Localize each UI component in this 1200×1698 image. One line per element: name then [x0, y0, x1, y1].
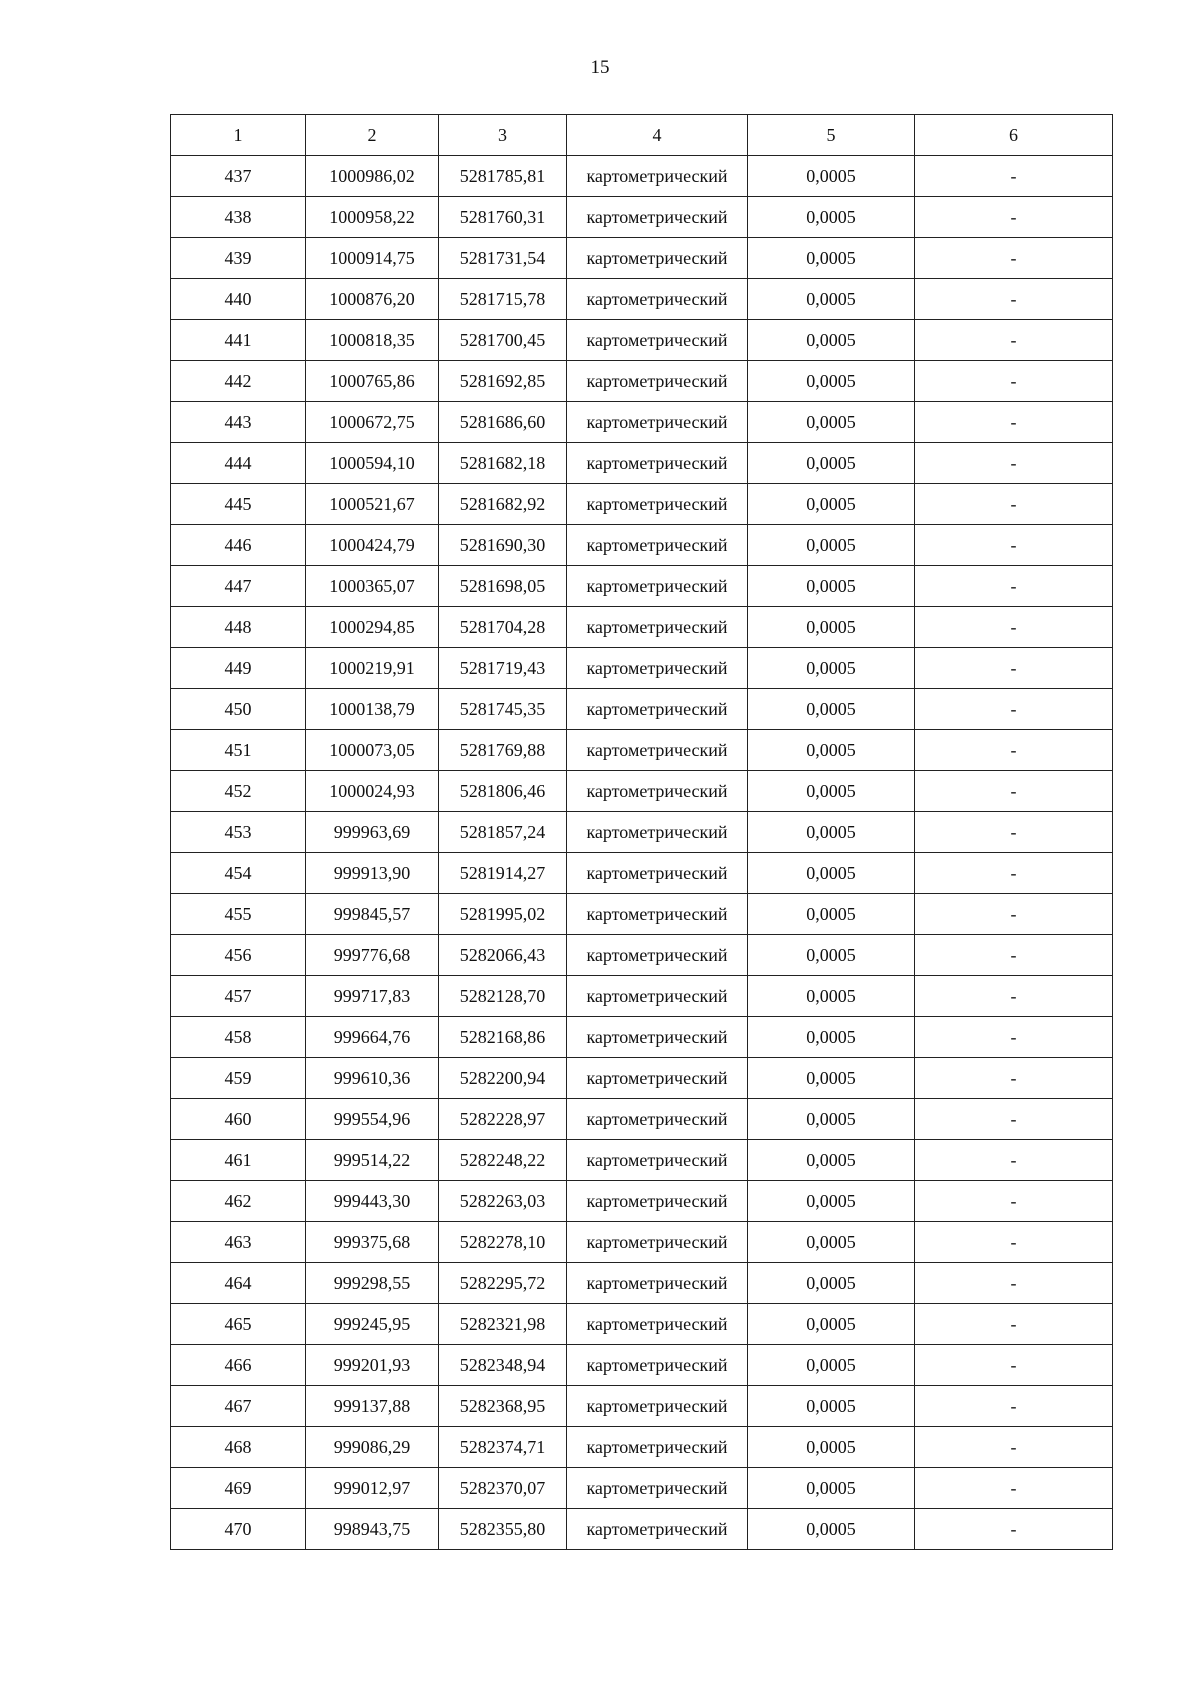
method-cell: картометрический — [567, 566, 748, 607]
x-coordinate-cell: 999245,95 — [306, 1304, 439, 1345]
table-row — [171, 976, 1113, 1017]
accuracy-cell: 0,0005 — [748, 607, 915, 648]
method-cell: картометрический — [567, 484, 748, 525]
accuracy-cell: 0,0005 — [748, 197, 915, 238]
y-coordinate-cell: 5282278,10 — [439, 1222, 567, 1263]
point-number-cell: 438 — [171, 197, 306, 238]
table-row — [171, 812, 1113, 853]
table-row — [171, 894, 1113, 935]
method-cell: картометрический — [567, 1140, 748, 1181]
note-cell: - — [915, 1140, 1113, 1181]
point-number-cell: 445 — [171, 484, 306, 525]
table-row — [171, 1222, 1113, 1263]
method-cell: картометрический — [567, 1181, 748, 1222]
table-row — [171, 1509, 1113, 1550]
method-cell: картометрический — [567, 853, 748, 894]
header-cell-5: 5 — [748, 115, 915, 156]
note-cell: - — [915, 607, 1113, 648]
note-cell: - — [915, 935, 1113, 976]
page-number: 15 — [590, 57, 610, 78]
method-cell: картометрический — [567, 1058, 748, 1099]
y-coordinate-cell: 5281700,45 — [439, 320, 567, 361]
point-number-cell: 441 — [171, 320, 306, 361]
x-coordinate-cell: 1000594,10 — [306, 443, 439, 484]
point-number-cell: 455 — [171, 894, 306, 935]
method-cell: картометрический — [567, 156, 748, 197]
point-number-cell: 468 — [171, 1427, 306, 1468]
x-coordinate-cell: 1000424,79 — [306, 525, 439, 566]
y-coordinate-cell: 5282295,72 — [439, 1263, 567, 1304]
table-row — [171, 1017, 1113, 1058]
note-cell: - — [915, 648, 1113, 689]
y-coordinate-cell: 5281785,81 — [439, 156, 567, 197]
method-cell: картометрический — [567, 525, 748, 566]
accuracy-cell: 0,0005 — [748, 1099, 915, 1140]
y-coordinate-cell: 5281692,85 — [439, 361, 567, 402]
point-number-cell: 461 — [171, 1140, 306, 1181]
note-cell: - — [915, 197, 1113, 238]
table-row — [171, 443, 1113, 484]
accuracy-cell: 0,0005 — [748, 853, 915, 894]
header-cell-2: 2 — [306, 115, 439, 156]
note-cell: - — [915, 812, 1113, 853]
accuracy-cell: 0,0005 — [748, 1058, 915, 1099]
x-coordinate-cell: 1000024,93 — [306, 771, 439, 812]
x-coordinate-cell: 1000219,91 — [306, 648, 439, 689]
table-row — [171, 361, 1113, 402]
y-coordinate-cell: 5282374,71 — [439, 1427, 567, 1468]
x-coordinate-cell: 999554,96 — [306, 1099, 439, 1140]
y-coordinate-cell: 5282168,86 — [439, 1017, 567, 1058]
method-cell: картометрический — [567, 689, 748, 730]
x-coordinate-cell: 1000876,20 — [306, 279, 439, 320]
point-number-cell: 470 — [171, 1509, 306, 1550]
note-cell: - — [915, 320, 1113, 361]
y-coordinate-cell: 5282321,98 — [439, 1304, 567, 1345]
table-row — [171, 484, 1113, 525]
table-row — [171, 1427, 1113, 1468]
method-cell: картометрический — [567, 238, 748, 279]
x-coordinate-cell: 1000958,22 — [306, 197, 439, 238]
table-row — [171, 730, 1113, 771]
x-coordinate-cell: 999086,29 — [306, 1427, 439, 1468]
point-number-cell: 469 — [171, 1468, 306, 1509]
accuracy-cell: 0,0005 — [748, 1181, 915, 1222]
note-cell: - — [915, 1263, 1113, 1304]
table-row — [171, 1058, 1113, 1099]
table-row — [171, 525, 1113, 566]
accuracy-cell: 0,0005 — [748, 771, 915, 812]
table-row — [171, 771, 1113, 812]
y-coordinate-cell: 5281995,02 — [439, 894, 567, 935]
method-cell: картометрический — [567, 976, 748, 1017]
y-coordinate-cell: 5281682,92 — [439, 484, 567, 525]
note-cell: - — [915, 976, 1113, 1017]
y-coordinate-cell: 5281719,43 — [439, 648, 567, 689]
note-cell: - — [915, 156, 1113, 197]
y-coordinate-cell: 5282355,80 — [439, 1509, 567, 1550]
table-row — [171, 1140, 1113, 1181]
x-coordinate-cell: 999845,57 — [306, 894, 439, 935]
point-number-cell: 449 — [171, 648, 306, 689]
point-number-cell: 462 — [171, 1181, 306, 1222]
y-coordinate-cell: 5281857,24 — [439, 812, 567, 853]
note-cell: - — [915, 1345, 1113, 1386]
y-coordinate-cell: 5281715,78 — [439, 279, 567, 320]
method-cell: картометрический — [567, 1222, 748, 1263]
y-coordinate-cell: 5282066,43 — [439, 935, 567, 976]
x-coordinate-cell: 999137,88 — [306, 1386, 439, 1427]
point-number-cell: 466 — [171, 1345, 306, 1386]
method-cell: картометрический — [567, 320, 748, 361]
accuracy-cell: 0,0005 — [748, 894, 915, 935]
note-cell: - — [915, 1017, 1113, 1058]
note-cell: - — [915, 443, 1113, 484]
point-number-cell: 443 — [171, 402, 306, 443]
x-coordinate-cell: 999514,22 — [306, 1140, 439, 1181]
x-coordinate-cell: 999375,68 — [306, 1222, 439, 1263]
table-header — [171, 115, 1113, 156]
note-cell: - — [915, 1509, 1113, 1550]
x-coordinate-cell: 999913,90 — [306, 853, 439, 894]
y-coordinate-cell: 5281704,28 — [439, 607, 567, 648]
accuracy-cell: 0,0005 — [748, 402, 915, 443]
accuracy-cell: 0,0005 — [748, 566, 915, 607]
method-cell: картометрический — [567, 1304, 748, 1345]
method-cell: картометрический — [567, 197, 748, 238]
point-number-cell: 467 — [171, 1386, 306, 1427]
y-coordinate-cell: 5282248,22 — [439, 1140, 567, 1181]
method-cell: картометрический — [567, 812, 748, 853]
x-coordinate-cell: 1000914,75 — [306, 238, 439, 279]
point-number-cell: 456 — [171, 935, 306, 976]
point-number-cell: 444 — [171, 443, 306, 484]
header-cell-3: 3 — [439, 115, 567, 156]
method-cell: картометрический — [567, 935, 748, 976]
y-coordinate-cell: 5282348,94 — [439, 1345, 567, 1386]
point-number-cell: 437 — [171, 156, 306, 197]
table-row — [171, 1345, 1113, 1386]
y-coordinate-cell: 5281806,46 — [439, 771, 567, 812]
accuracy-cell: 0,0005 — [748, 361, 915, 402]
method-cell: картометрический — [567, 894, 748, 935]
accuracy-cell: 0,0005 — [748, 443, 915, 484]
point-number-cell: 460 — [171, 1099, 306, 1140]
note-cell: - — [915, 894, 1113, 935]
table-row — [171, 279, 1113, 320]
method-cell: картометрический — [567, 279, 748, 320]
accuracy-cell: 0,0005 — [748, 238, 915, 279]
point-number-cell: 451 — [171, 730, 306, 771]
note-cell: - — [915, 484, 1113, 525]
method-cell: картометрический — [567, 1263, 748, 1304]
note-cell: - — [915, 1427, 1113, 1468]
note-cell: - — [915, 689, 1113, 730]
accuracy-cell: 0,0005 — [748, 525, 915, 566]
accuracy-cell: 0,0005 — [748, 484, 915, 525]
table-row — [171, 1099, 1113, 1140]
note-cell: - — [915, 1099, 1113, 1140]
accuracy-cell: 0,0005 — [748, 1427, 915, 1468]
y-coordinate-cell: 5282228,97 — [439, 1099, 567, 1140]
accuracy-cell: 0,0005 — [748, 1304, 915, 1345]
point-number-cell: 439 — [171, 238, 306, 279]
x-coordinate-cell: 999201,93 — [306, 1345, 439, 1386]
table-row — [171, 197, 1113, 238]
method-cell: картометрический — [567, 730, 748, 771]
x-coordinate-cell: 1000521,67 — [306, 484, 439, 525]
method-cell: картометрический — [567, 1099, 748, 1140]
y-coordinate-cell: 5282370,07 — [439, 1468, 567, 1509]
point-number-cell: 447 — [171, 566, 306, 607]
accuracy-cell: 0,0005 — [748, 156, 915, 197]
method-cell: картометрический — [567, 1509, 748, 1550]
table-row — [171, 1263, 1113, 1304]
table-row — [171, 156, 1113, 197]
method-cell: картометрический — [567, 1427, 748, 1468]
y-coordinate-cell: 5281686,60 — [439, 402, 567, 443]
point-number-cell: 454 — [171, 853, 306, 894]
header-cell-6: 6 — [915, 115, 1113, 156]
accuracy-cell: 0,0005 — [748, 1263, 915, 1304]
method-cell: картометрический — [567, 1386, 748, 1427]
point-number-cell: 450 — [171, 689, 306, 730]
accuracy-cell: 0,0005 — [748, 1222, 915, 1263]
y-coordinate-cell: 5281745,35 — [439, 689, 567, 730]
point-number-cell: 442 — [171, 361, 306, 402]
y-coordinate-cell: 5282368,95 — [439, 1386, 567, 1427]
y-coordinate-cell: 5281682,18 — [439, 443, 567, 484]
accuracy-cell: 0,0005 — [748, 279, 915, 320]
method-cell: картометрический — [567, 1017, 748, 1058]
header-row — [171, 115, 1113, 156]
table-row — [171, 1181, 1113, 1222]
accuracy-cell: 0,0005 — [748, 935, 915, 976]
table-row — [171, 1386, 1113, 1427]
y-coordinate-cell: 5281731,54 — [439, 238, 567, 279]
x-coordinate-cell: 999963,69 — [306, 812, 439, 853]
note-cell: - — [915, 238, 1113, 279]
accuracy-cell: 0,0005 — [748, 320, 915, 361]
x-coordinate-cell: 1000986,02 — [306, 156, 439, 197]
point-number-cell: 446 — [171, 525, 306, 566]
point-number-cell: 464 — [171, 1263, 306, 1304]
coordinates-table — [170, 114, 1113, 1550]
accuracy-cell: 0,0005 — [748, 812, 915, 853]
method-cell: картометрический — [567, 771, 748, 812]
table-row — [171, 320, 1113, 361]
table-row — [171, 402, 1113, 443]
point-number-cell: 457 — [171, 976, 306, 1017]
x-coordinate-cell: 999610,36 — [306, 1058, 439, 1099]
accuracy-cell: 0,0005 — [748, 976, 915, 1017]
table-row — [171, 853, 1113, 894]
table-row — [171, 648, 1113, 689]
x-coordinate-cell: 1000365,07 — [306, 566, 439, 607]
y-coordinate-cell: 5281698,05 — [439, 566, 567, 607]
accuracy-cell: 0,0005 — [748, 1017, 915, 1058]
table-row — [171, 935, 1113, 976]
note-cell: - — [915, 1181, 1113, 1222]
note-cell: - — [915, 525, 1113, 566]
x-coordinate-cell: 1000765,86 — [306, 361, 439, 402]
x-coordinate-cell: 1000294,85 — [306, 607, 439, 648]
accuracy-cell: 0,0005 — [748, 689, 915, 730]
accuracy-cell: 0,0005 — [748, 648, 915, 689]
point-number-cell: 440 — [171, 279, 306, 320]
accuracy-cell: 0,0005 — [748, 1140, 915, 1181]
note-cell: - — [915, 1386, 1113, 1427]
method-cell: картометрический — [567, 361, 748, 402]
y-coordinate-cell: 5281690,30 — [439, 525, 567, 566]
method-cell: картометрический — [567, 648, 748, 689]
x-coordinate-cell: 1000073,05 — [306, 730, 439, 771]
note-cell: - — [915, 566, 1113, 607]
x-coordinate-cell: 1000138,79 — [306, 689, 439, 730]
point-number-cell: 459 — [171, 1058, 306, 1099]
table-row — [171, 607, 1113, 648]
note-cell: - — [915, 1304, 1113, 1345]
table-row — [171, 238, 1113, 279]
accuracy-cell: 0,0005 — [748, 1468, 915, 1509]
point-number-cell: 463 — [171, 1222, 306, 1263]
note-cell: - — [915, 1058, 1113, 1099]
table-row — [171, 1468, 1113, 1509]
x-coordinate-cell: 999664,76 — [306, 1017, 439, 1058]
x-coordinate-cell: 998943,75 — [306, 1509, 439, 1550]
note-cell: - — [915, 1468, 1113, 1509]
header-cell-4: 4 — [567, 115, 748, 156]
header-cell-1: 1 — [171, 115, 306, 156]
point-number-cell: 465 — [171, 1304, 306, 1345]
point-number-cell: 452 — [171, 771, 306, 812]
method-cell: картометрический — [567, 443, 748, 484]
x-coordinate-cell: 999717,83 — [306, 976, 439, 1017]
point-number-cell: 458 — [171, 1017, 306, 1058]
accuracy-cell: 0,0005 — [748, 1345, 915, 1386]
table-row — [171, 1304, 1113, 1345]
x-coordinate-cell: 1000818,35 — [306, 320, 439, 361]
table-row — [171, 689, 1113, 730]
accuracy-cell: 0,0005 — [748, 1509, 915, 1550]
note-cell: - — [915, 771, 1113, 812]
table-body — [171, 156, 1113, 1550]
method-cell: картометрический — [567, 1345, 748, 1386]
y-coordinate-cell: 5281769,88 — [439, 730, 567, 771]
note-cell: - — [915, 730, 1113, 771]
point-number-cell: 448 — [171, 607, 306, 648]
y-coordinate-cell: 5282128,70 — [439, 976, 567, 1017]
note-cell: - — [915, 1222, 1113, 1263]
x-coordinate-cell: 999776,68 — [306, 935, 439, 976]
point-number-cell: 453 — [171, 812, 306, 853]
y-coordinate-cell: 5282200,94 — [439, 1058, 567, 1099]
y-coordinate-cell: 5282263,03 — [439, 1181, 567, 1222]
note-cell: - — [915, 402, 1113, 443]
method-cell: картометрический — [567, 402, 748, 443]
y-coordinate-cell: 5281760,31 — [439, 197, 567, 238]
note-cell: - — [915, 853, 1113, 894]
note-cell: - — [915, 279, 1113, 320]
x-coordinate-cell: 999012,97 — [306, 1468, 439, 1509]
accuracy-cell: 0,0005 — [748, 1386, 915, 1427]
table-row — [171, 566, 1113, 607]
method-cell: картометрический — [567, 607, 748, 648]
method-cell: картометрический — [567, 1468, 748, 1509]
x-coordinate-cell: 999443,30 — [306, 1181, 439, 1222]
y-coordinate-cell: 5281914,27 — [439, 853, 567, 894]
accuracy-cell: 0,0005 — [748, 730, 915, 771]
x-coordinate-cell: 999298,55 — [306, 1263, 439, 1304]
x-coordinate-cell: 1000672,75 — [306, 402, 439, 443]
note-cell: - — [915, 361, 1113, 402]
